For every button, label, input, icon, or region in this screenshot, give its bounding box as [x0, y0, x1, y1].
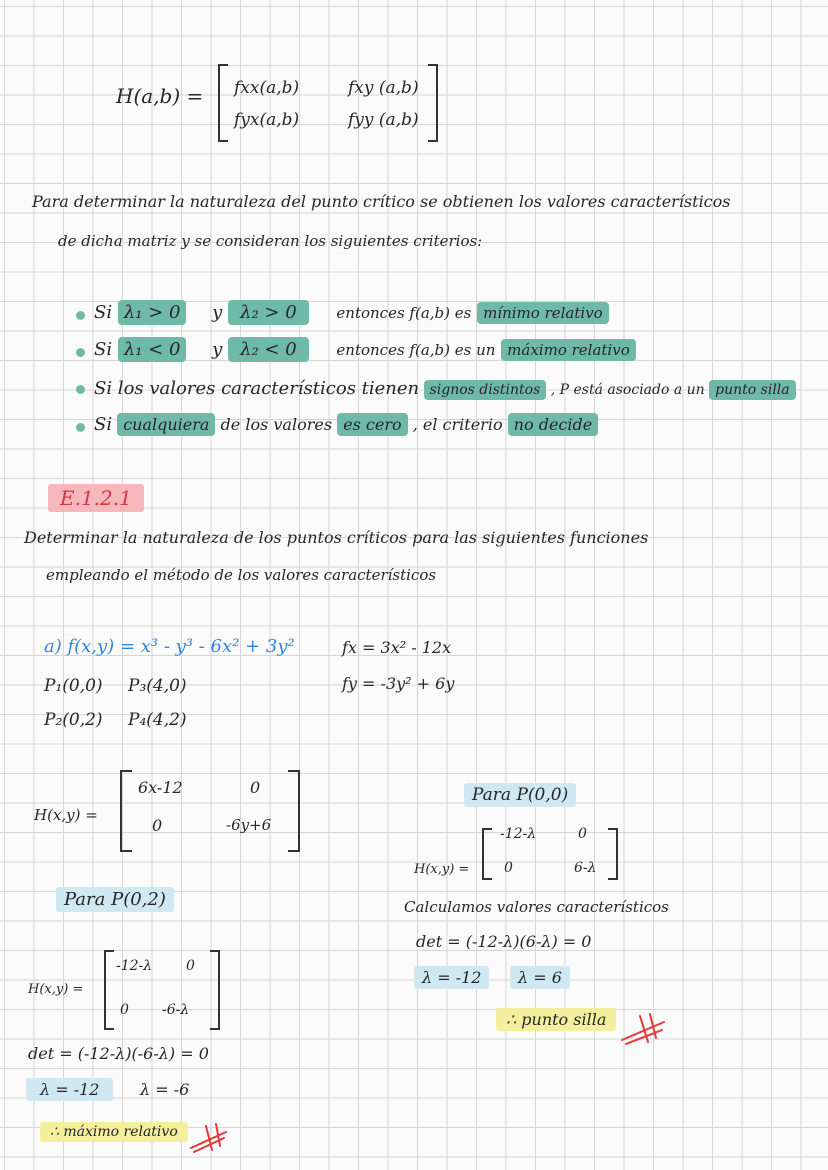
exercise-line-2: empleando el método de los valores característicos — [46, 566, 437, 584]
part-a-fy: fy = -3y² + 6y — [342, 674, 455, 693]
p00-bracket-left — [482, 828, 492, 880]
hessian-fxy: fxy (a,b) — [348, 78, 419, 98]
p00-bracket-right — [608, 828, 618, 880]
criterion-1-then: entonces f(a,b) es — [336, 304, 472, 322]
exercise-tag: E.1.2.1 — [48, 484, 144, 512]
criterion-4-any: cualquiera — [117, 413, 215, 436]
criterion-3 — [94, 378, 796, 399]
p00-hessian-label: H(x,y) = — [414, 862, 470, 877]
p00-title: Para P(0,0) — [464, 783, 576, 807]
hessian-xy-21: 0 — [152, 816, 163, 835]
bullet-dot — [76, 385, 85, 394]
p00-m12: 0 — [578, 826, 587, 842]
criterion-3-result: punto silla — [709, 380, 795, 400]
criterion-2-lambda2: λ₂ < 0 — [228, 337, 309, 362]
part-a-fx: fx = 3x² - 12x — [342, 638, 452, 657]
exercise-line-1: Determinar la naturaleza de los puntos críticos para las siguientes funciones — [24, 528, 649, 547]
hessian-bracket-right — [428, 64, 438, 142]
p00-lambda-1: λ = -12 — [414, 966, 489, 989]
p02-lambda-2: λ = -6 — [140, 1080, 190, 1099]
p00-m21: 0 — [504, 860, 513, 876]
intro-line-1: Para determinar la naturaleza del punto crítico se obtienen los valores característicos — [32, 192, 731, 211]
point-p4: P₄(4,2) — [128, 710, 187, 730]
hessian-fyx: fyx(a,b) — [234, 110, 300, 130]
p02-m12: 0 — [186, 958, 195, 974]
p00-m11: -12-λ — [500, 826, 537, 842]
point-p3: P₃(4,0) — [128, 676, 187, 696]
p02-det: det = (-12-λ)(-6-λ) = 0 — [28, 1044, 209, 1063]
p02-hessian-label: H(x,y) = — [28, 982, 84, 997]
check-mark-icon — [188, 1120, 230, 1154]
p02-bracket-right — [210, 950, 220, 1030]
criterion-4-mid: de los valores — [220, 415, 333, 434]
criterion-2-result: máximo relativo — [501, 339, 636, 361]
criterion-2-and: y — [212, 339, 223, 360]
criterion-4-result: no decide — [508, 413, 599, 436]
p00-calc: Calculamos valores característicos — [404, 898, 669, 916]
criterion-1-pre: Si — [94, 302, 113, 323]
criterion-2-lambda1: λ₁ < 0 — [118, 337, 187, 362]
point-p2: P₂(0,2) — [44, 710, 103, 730]
p00-det: det = (-12-λ)(6-λ) = 0 — [416, 932, 592, 951]
bullet-dot — [76, 423, 85, 432]
hessian-lhs: H(a,b) = — [116, 84, 204, 108]
hessian-fyy: fyy (a,b) — [348, 110, 419, 130]
criterion-3-then: , P está asociado a un — [550, 382, 705, 398]
p02-conclusion: ∴ máximo relativo — [40, 1122, 188, 1142]
criterion-3-pre: Si los valores característicos tienen — [94, 378, 420, 399]
p02-m21: 0 — [120, 1002, 129, 1018]
criterion-1 — [94, 302, 609, 323]
hessian-xy-12: 0 — [250, 778, 261, 797]
criterion-2 — [94, 339, 636, 360]
p02-m11: -12-λ — [116, 958, 153, 974]
point-p1: P₁(0,0) — [44, 676, 103, 696]
p02-bracket-left — [104, 950, 114, 1030]
p02-title: Para P(0,2) — [56, 887, 174, 912]
check-mark-icon — [618, 1010, 668, 1046]
criterion-4-zero: es cero — [337, 413, 407, 436]
criterion-4 — [94, 414, 598, 435]
criterion-3-signs: signos distintos — [424, 380, 547, 400]
p02-lambda-1: λ = -12 — [26, 1078, 113, 1101]
bullet-dot — [76, 348, 85, 357]
p02-m22: -6-λ — [162, 1002, 190, 1018]
criterion-4-pre: Si — [94, 414, 113, 435]
hessian-xy-bracket-left — [120, 770, 132, 852]
criterion-4-then: , el criterio — [412, 415, 503, 434]
p00-lambda-2: λ = 6 — [510, 966, 570, 989]
criterion-1-lambda1: λ₁ > 0 — [118, 300, 187, 325]
criterion-2-pre: Si — [94, 339, 113, 360]
hessian-xy-22: -6y+6 — [226, 816, 272, 834]
hessian-xy-bracket-right — [288, 770, 300, 852]
hessian-bracket-left — [218, 64, 228, 142]
p00-m22: 6-λ — [574, 860, 597, 876]
hessian-xy-label: H(x,y) = — [34, 806, 98, 824]
p00-conclusion: ∴ punto silla — [496, 1008, 616, 1031]
hessian-xy-11: 6x-12 — [138, 778, 183, 797]
bullet-dot — [76, 311, 85, 320]
criterion-1-lambda2: λ₂ > 0 — [228, 300, 309, 325]
criterion-1-result: mínimo relativo — [477, 302, 609, 324]
part-a-function: a) f(x,y) = x³ - y³ - 6x² + 3y² — [44, 636, 295, 657]
intro-line-2: de dicha matriz y se consideran los siguientes criterios: — [58, 232, 483, 250]
hessian-fxx: fxx(a,b) — [234, 78, 300, 98]
criterion-1-and: y — [212, 302, 223, 323]
criterion-2-then: entonces f(a,b) es un — [336, 341, 496, 359]
